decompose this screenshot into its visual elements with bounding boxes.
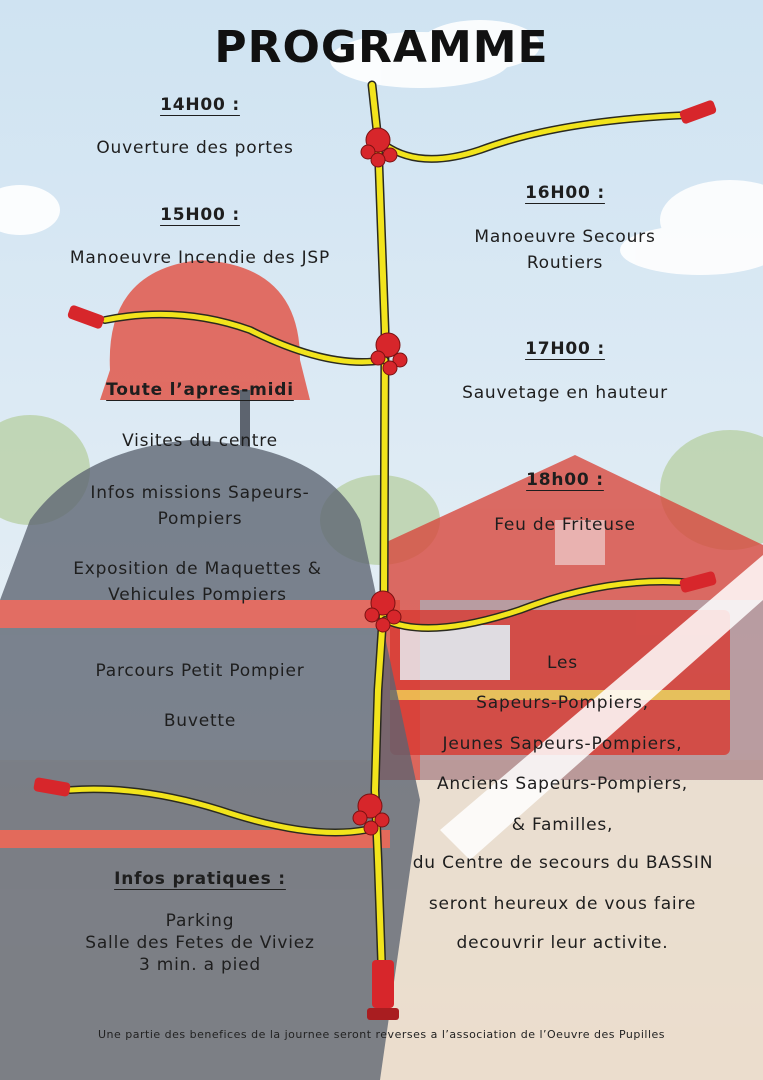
afternoon-heading: Toute l’apres-midi — [106, 380, 294, 400]
message-line: & Familles, — [511, 815, 614, 835]
message-line: Anciens Sapeurs-Pompiers, — [436, 774, 688, 794]
practical-heading: Infos pratiques : — [114, 869, 286, 889]
time-17h: 17H00 : — [525, 339, 605, 359]
time-15h: 15H00 : — [160, 205, 240, 225]
time-14h: 14H00 : — [160, 95, 240, 115]
practical-line: 3 min. a pied — [138, 955, 262, 975]
message-line: Sapeurs-Pompiers, — [476, 693, 649, 713]
afternoon-item: Exposition de Maquettes & Vehicules Pompiers — [73, 559, 322, 605]
message-line: du Centre de secours du BASSIN — [412, 853, 714, 873]
afternoon-item: Buvette — [163, 711, 237, 731]
event-fryer-fire: Feu de Friteuse — [494, 515, 636, 535]
afternoon-item: Infos missions Sapeurs-Pompiers — [90, 483, 310, 529]
footer-note: Une partie des benefices de la journee seront reverses a l’association de l’Oeuvre des Pupilles — [97, 1028, 666, 1041]
time-18h: 18h00 : — [526, 470, 604, 490]
event-fire-drill: Manoeuvre Incendie des JSP — [69, 248, 331, 268]
time-16h: 16H00 : — [525, 183, 605, 203]
message-line: seront heureux de vous faire — [428, 894, 697, 914]
message-line: Jeunes Sapeurs-Pompiers, — [442, 734, 683, 754]
event-opening: Ouverture des portes — [96, 138, 294, 158]
message-line: Les — [547, 653, 578, 673]
message-line: decouvrir leur activite. — [456, 933, 669, 953]
afternoon-item: Parcours Petit Pompier — [95, 661, 305, 681]
event-height-rescue: Sauvetage en hauteur — [462, 383, 668, 403]
page-title: PROGRAMME — [214, 22, 549, 73]
practical-line: Salle des Fetes de Viviez — [85, 933, 315, 953]
practical-line: Parking — [165, 911, 235, 931]
event-road-rescue: Manoeuvre Secours Routiers — [474, 227, 656, 273]
afternoon-item: Visites du centre — [122, 431, 278, 451]
